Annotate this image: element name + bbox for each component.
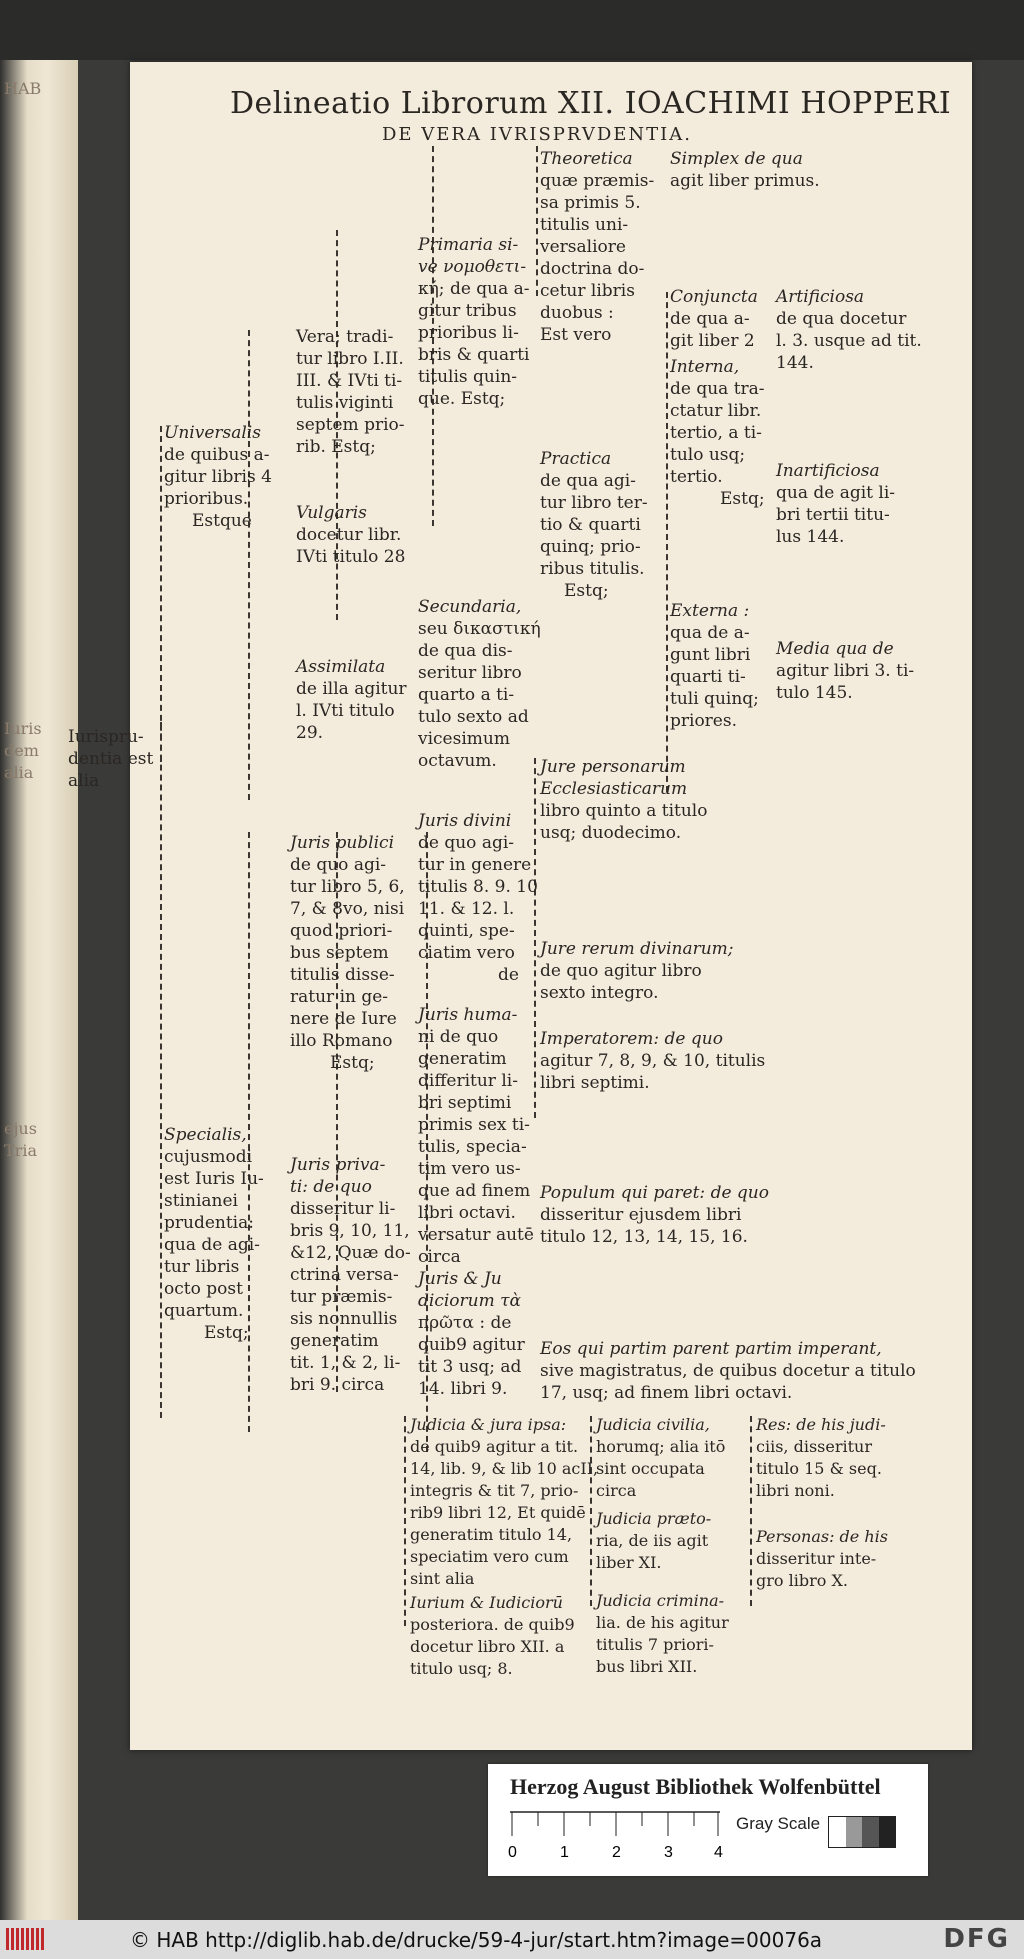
media-line: tulo 145. xyxy=(776,683,853,703)
theoretica-line: quæ præmis- xyxy=(540,171,655,191)
interna-line: de qua tra- xyxy=(670,379,765,399)
vera-line: tulis viginti xyxy=(296,393,394,413)
personas-term: Personas: de his xyxy=(756,1527,888,1546)
criminalia-line: titulis 7 priori- xyxy=(596,1635,714,1654)
vulgaris-line: IVti titulo 28 xyxy=(296,547,406,567)
specialis-line: tur libris xyxy=(164,1257,240,1277)
posteriora-term: Iurium & Iudiciorū xyxy=(410,1593,563,1612)
vera-line: tur libro I.II. xyxy=(296,349,404,369)
praetoria-term: Judicia præto- xyxy=(596,1509,712,1528)
node-populum xyxy=(540,1182,769,1248)
divini-line: de quo agi- xyxy=(418,833,515,853)
externa-term: Externa : xyxy=(670,601,750,621)
edge-text-1: Iuris xyxy=(4,719,42,738)
primaria-term: Primaria si- xyxy=(418,235,519,255)
judicia-jura-term: Judicia & jura ipsa: xyxy=(410,1415,567,1434)
page-subtitle: DE VERA IVRISPRVDENTIA. xyxy=(382,124,692,145)
privati-line: generatim xyxy=(290,1331,379,1351)
node-externa xyxy=(670,600,759,732)
humani-line: bri septimi xyxy=(418,1093,512,1113)
divini-line: ciatim vero xyxy=(418,943,515,963)
divini-line: quinti, spe- xyxy=(418,921,515,941)
secundaria-line: seritur libro xyxy=(418,663,522,683)
vera-line: Vera; tradi- xyxy=(296,327,394,347)
externa-line: priores. xyxy=(670,711,737,731)
divini-line: titulis 8. 9. 10 xyxy=(418,877,538,897)
externa-line: gunt libri xyxy=(670,645,751,665)
humani-line: generatim xyxy=(418,1049,507,1069)
secundaria-line: octavum. xyxy=(418,751,497,771)
secundaria-term: Secundaria, xyxy=(418,597,522,617)
primaria-line: bris & quarti xyxy=(418,345,530,365)
node-root xyxy=(68,726,153,792)
practica-line: quinq; prio- xyxy=(540,537,641,557)
assimilata-line: l. IVti titulo xyxy=(296,701,395,721)
judiciorum-line: diciorum τὰ xyxy=(418,1291,521,1311)
interna-term: Interna, xyxy=(670,357,740,377)
primaria-line: ve νομοθετι- xyxy=(418,257,527,277)
publici-term: Juris publici xyxy=(290,833,395,853)
humani-line: ni de quo xyxy=(418,1027,499,1047)
primaria-line: titulis quin- xyxy=(418,367,518,387)
privati-line: bri 9. circa xyxy=(290,1375,385,1395)
practica-line: ribus titulis. xyxy=(540,559,645,579)
top-dark-border xyxy=(0,0,1024,60)
personas-line: disseritur inte- xyxy=(756,1549,877,1568)
interna-line: ctatur libr. xyxy=(670,401,762,421)
posteriora-line: docetur libro XII. a xyxy=(410,1637,565,1656)
vera-line: rib. Estq; xyxy=(296,437,376,457)
theoretica-line: duobus : xyxy=(540,303,614,323)
conjuncta-line: de qua a- xyxy=(670,309,750,329)
primaria-line: κή; de qua a- xyxy=(418,279,530,299)
populum-line: titulo 12, 13, 14, 15, 16. xyxy=(540,1227,748,1247)
specialis-line: quartum. xyxy=(164,1301,244,1321)
specialis-line: stinianei xyxy=(164,1191,238,1211)
specialis-term: Specialis, xyxy=(164,1125,247,1145)
assimilata-term: Assimilata xyxy=(296,657,386,677)
humani-term: Juris huma- xyxy=(418,1005,518,1025)
theoretica-term: Theoretica xyxy=(540,149,633,169)
jure-rerum-term: Jure rerum divinarum; xyxy=(540,939,734,959)
node-personas xyxy=(756,1526,888,1592)
node-vulgaris xyxy=(296,502,405,568)
judicia-jura-line: de quib9 agitur a tit. xyxy=(410,1437,579,1456)
secundaria-line: vicesimum xyxy=(418,729,510,749)
publici-line: tur libro 5, 6, xyxy=(290,877,405,897)
practica-line: tur libro ter- xyxy=(540,493,648,513)
root-line: Iurispru- xyxy=(68,727,144,747)
node-universalis xyxy=(164,422,272,532)
humani-line: que ad finem xyxy=(418,1181,531,1201)
node-juris-privati xyxy=(290,1154,411,1396)
judiciorum-line: tit 3 usq; ad xyxy=(418,1357,522,1377)
node-media xyxy=(776,638,914,704)
eos-line: 17, usq; ad finem libri octavi. xyxy=(540,1383,793,1403)
hab-logo-icon xyxy=(6,1928,46,1950)
theoretica-line: doctrina do- xyxy=(540,259,645,279)
artificiosa-line: de qua docetur xyxy=(776,309,907,329)
specialis-line: cujusmodi xyxy=(164,1147,253,1167)
practica-line: Estq; xyxy=(564,581,609,601)
root-line: dentia est xyxy=(68,749,154,769)
divini-term: Juris divini xyxy=(418,811,512,831)
conjuncta-term: Conjuncta xyxy=(670,287,758,307)
privati-term: Juris priva- xyxy=(290,1155,386,1175)
divini-line: 11. & 12. l. xyxy=(418,899,515,919)
theoretica-line: Est vero xyxy=(540,325,612,345)
universalis-line: prioribus. xyxy=(164,489,249,509)
privati-line: ti: de quo xyxy=(290,1177,372,1197)
practica-line: tio & quarti xyxy=(540,515,641,535)
eos-term: Eos qui partim parent partim imperant, xyxy=(540,1339,882,1359)
interna-line: tulo usq; xyxy=(670,445,746,465)
publici-line: 7, & 8vo, nisi xyxy=(290,899,405,919)
privati-line: disseritur li- xyxy=(290,1199,396,1219)
specialis-line: Estq; xyxy=(204,1323,249,1343)
adjacent-page-edge xyxy=(0,60,78,1920)
edge-text-2: dem xyxy=(4,741,39,760)
judiciorum-term: Juris & Ju xyxy=(418,1269,502,1289)
vera-line: III. & IVti ti- xyxy=(296,371,403,391)
node-simplex xyxy=(670,148,820,192)
bracket-theoretica xyxy=(536,146,538,296)
publici-line: quod priori- xyxy=(290,921,393,941)
jure-rerum-line: sexto integro. xyxy=(540,983,659,1003)
primaria-line: que. Estq; xyxy=(418,389,506,409)
privati-line: bris 9, 10, 11, xyxy=(290,1221,410,1241)
dfg-logo: DFG xyxy=(943,1924,1010,1954)
gray-scale-label: Gray Scale xyxy=(736,1814,821,1833)
node-specialis xyxy=(164,1124,264,1344)
posteriora-line: posteriora. de quib9 xyxy=(410,1615,575,1634)
externa-line: quarti ti- xyxy=(670,667,746,687)
ruler-tick-4: 4 xyxy=(714,1844,723,1861)
simplex-term: Simplex de qua xyxy=(670,149,803,169)
res-line: ciis, disseritur xyxy=(756,1437,872,1456)
inartificiosa-line: qua de agit li- xyxy=(776,483,896,503)
privati-line: &12, Quæ do- xyxy=(290,1243,411,1263)
civilia-line: circa xyxy=(596,1481,637,1500)
jure-pers-line: usq; duodecimo. xyxy=(540,823,682,843)
node-jure-rerum xyxy=(540,938,734,1004)
imperatorem-term: Imperatorem: de quo xyxy=(540,1029,723,1049)
artificiosa-line: l. 3. usque ad tit. xyxy=(776,331,922,351)
specialis-line: qua de agi- xyxy=(164,1235,260,1255)
humani-line: primis sex ti- xyxy=(418,1115,530,1135)
civilia-line: sint occupata xyxy=(596,1459,705,1478)
ruler-tick-2: 2 xyxy=(612,1844,621,1861)
node-assimilata xyxy=(296,656,407,744)
divini-line: de xyxy=(498,965,519,985)
judiciorum-line: quib9 agitur xyxy=(418,1335,525,1355)
node-secundaria xyxy=(418,596,541,772)
bracket-judicia xyxy=(404,1416,406,1626)
practica-line: de qua agi- xyxy=(540,471,636,491)
node-inartificiosa xyxy=(776,460,895,548)
universalis-line: gitur libris 4 xyxy=(164,467,272,487)
universalis-line: Estque xyxy=(192,511,252,531)
criminalia-line: lia. de his agitur xyxy=(596,1613,729,1632)
bracket-conjuncta xyxy=(666,292,668,792)
populum-term: Populum qui paret: de quo xyxy=(540,1183,769,1203)
privati-line: ctrina versa- xyxy=(290,1265,399,1285)
footer-bar xyxy=(0,1920,1024,1959)
jure-pers-term: Jure personarum xyxy=(540,757,686,777)
primaria-line: prioribus li- xyxy=(418,323,519,343)
inartificiosa-line: bri tertii titu- xyxy=(776,505,890,525)
inartificiosa-line: lus 144. xyxy=(776,527,845,547)
civilia-term: Judicia civilia, xyxy=(596,1415,710,1434)
primaria-line: gitur tribus xyxy=(418,301,517,321)
node-theoretica xyxy=(540,148,654,346)
imperatorem-line: libri septimi. xyxy=(540,1073,650,1093)
interna-line: tertio, a ti- xyxy=(670,423,762,443)
edge-text-4: ejus xyxy=(4,1119,37,1138)
library-label xyxy=(488,1764,928,1876)
theoretica-line: versaliore xyxy=(540,237,626,257)
node-juris-humani xyxy=(418,1004,534,1268)
footer-url[interactable]: © HAB http://diglib.hab.de/drucke/59-4-jur/start.htm?image=00076a xyxy=(130,1928,823,1952)
judicia-jura-line: integris & tit 7, prio- xyxy=(410,1481,579,1500)
posteriora-line: titulo usq; 8. xyxy=(410,1659,513,1678)
secundaria-line: de qua dis- xyxy=(418,641,513,661)
secundaria-line: quarto a ti- xyxy=(418,685,515,705)
node-juris-judiciorum xyxy=(418,1268,525,1400)
edge-text-5: Tria xyxy=(4,1141,37,1160)
bracket-res xyxy=(750,1416,752,1606)
civilia-line: horumq; alia itō xyxy=(596,1437,726,1456)
node-artificiosa xyxy=(776,286,922,374)
secundaria-line: tulo sexto ad xyxy=(418,707,529,727)
bracket-main xyxy=(160,426,162,1418)
artificiosa-term: Artificiosa xyxy=(776,287,865,307)
artificiosa-line: 144. xyxy=(776,353,814,373)
page-title: Delineatio Librorum XII. IOACHIMI HOPPERI xyxy=(230,86,952,121)
privati-line: sis nonnullis xyxy=(290,1309,398,1329)
judicia-jura-line: rib9 libri 12, Et quidē xyxy=(410,1503,586,1522)
practica-term: Practica xyxy=(540,449,612,469)
jure-pers-line: libro quinto a titulo xyxy=(540,801,708,821)
bracket-universalis xyxy=(248,330,250,800)
specialis-line: prudentia: xyxy=(164,1213,254,1233)
judicia-jura-line: 14, lib. 9, & lib 10 acII, xyxy=(410,1459,599,1478)
specialis-line: est Iuris Iu- xyxy=(164,1169,264,1189)
specialis-line: octo post xyxy=(164,1279,243,1299)
criminalia-term: Judicia crimina- xyxy=(596,1591,725,1610)
theoretica-line: titulis uni- xyxy=(540,215,629,235)
node-primaria xyxy=(418,234,530,410)
criminalia-line: bus libri XII. xyxy=(596,1657,698,1676)
node-vera xyxy=(296,326,405,458)
node-imperatorem xyxy=(540,1028,765,1094)
ruler-tick-3: 3 xyxy=(664,1844,673,1861)
praetoria-line: liber XI. xyxy=(596,1553,662,1572)
node-eos xyxy=(540,1338,916,1404)
populum-line: disseritur ejusdem libri xyxy=(540,1205,742,1225)
vulgaris-line: docetur libr. xyxy=(296,525,402,545)
media-term: Media qua de xyxy=(776,639,894,659)
humani-line: versatur autē xyxy=(418,1225,534,1245)
node-juris-divini xyxy=(418,810,538,986)
privati-line: tur præmis- xyxy=(290,1287,393,1307)
personas-line: gro libro X. xyxy=(756,1571,848,1590)
jure-rerum-line: de quo agitur libro xyxy=(540,961,702,981)
gray-scale-swatch xyxy=(828,1816,896,1848)
node-juris-publici xyxy=(290,832,405,1074)
ruler-tick-0: 0 xyxy=(508,1844,517,1861)
privati-line: tit. 1, & 2, li- xyxy=(290,1353,401,1373)
judiciorum-line: πρῶτα : de xyxy=(418,1313,512,1333)
universalis-line: de quibus a- xyxy=(164,445,270,465)
publici-line: ratur in ge- xyxy=(290,987,389,1007)
node-posteriora xyxy=(410,1592,575,1680)
node-civilia xyxy=(596,1414,725,1502)
node-res xyxy=(756,1414,886,1502)
simplex-line: agit liber primus. xyxy=(670,171,820,191)
interna-line: tertio. xyxy=(670,467,723,487)
node-conjuncta xyxy=(670,286,758,352)
node-jure-personarum xyxy=(540,756,707,844)
judicia-jura-line: speciatim vero cum xyxy=(410,1547,569,1566)
judicia-jura-line: sint alia xyxy=(410,1569,475,1588)
edge-text-3: alia xyxy=(4,763,34,782)
inartificiosa-term: Inartificiosa xyxy=(776,461,880,481)
jure-pers-line: Ecclesiasticarum xyxy=(540,779,688,799)
publici-line: bus septem xyxy=(290,943,389,963)
media-line: agitur libri 3. ti- xyxy=(776,661,915,681)
root-line: alia xyxy=(68,771,100,791)
assimilata-line: de illa agitur xyxy=(296,679,407,699)
res-line: titulo 15 & seq. xyxy=(756,1459,882,1478)
ruler-tick-1: 1 xyxy=(560,1844,569,1861)
humani-line: circa xyxy=(418,1247,461,1267)
humani-line: differitur li- xyxy=(418,1071,518,1091)
node-criminalia xyxy=(596,1590,729,1678)
node-interna xyxy=(670,356,765,510)
assimilata-line: 29. xyxy=(296,723,324,743)
edge-text-top: HAB xyxy=(4,79,42,98)
library-name: Herzog August Bibliothek Wolfenbüttel xyxy=(510,1774,881,1799)
externa-line: qua de a- xyxy=(670,623,750,643)
interna-line: Estq; xyxy=(720,489,765,509)
scanned-page xyxy=(68,62,972,1750)
node-praetoria xyxy=(596,1508,711,1574)
theoretica-line: sa primis 5. xyxy=(540,193,641,213)
eos-line: sive magistratus, de quibus docetur a titulo xyxy=(540,1361,916,1381)
publici-line: de quo agi- xyxy=(290,855,387,875)
res-line: libri noni. xyxy=(756,1481,835,1500)
publici-line: illo Romano xyxy=(290,1031,393,1051)
theoretica-line: cetur libris xyxy=(540,281,635,301)
publici-line: nere de Iure xyxy=(290,1009,397,1029)
imperatorem-line: agitur 7, 8, 9, & 10, titulis xyxy=(540,1051,766,1071)
divini-line: tur in genere xyxy=(418,855,532,875)
node-judicia-jura xyxy=(410,1414,598,1590)
humani-line: tim vero us- xyxy=(418,1159,521,1179)
vulgaris-term: Vulgaris xyxy=(296,503,367,523)
judicia-jura-line: generatim titulo 14, xyxy=(410,1525,573,1544)
praetoria-line: ria, de iis agit xyxy=(596,1531,709,1550)
humani-line: libri octavi. xyxy=(418,1203,516,1223)
publici-line: Estq; xyxy=(330,1053,375,1073)
publici-line: titulis disse- xyxy=(290,965,395,985)
judiciorum-line: 14. libri 9. xyxy=(418,1379,508,1399)
node-practica xyxy=(540,448,648,602)
vera-line: septem prio- xyxy=(296,415,405,435)
humani-line: tulis, specia- xyxy=(418,1137,527,1157)
secundaria-line: seu δικαστική xyxy=(418,619,541,639)
conjuncta-line: git liber 2 xyxy=(670,331,755,351)
externa-line: tuli quinq; xyxy=(670,689,759,709)
universalis-term: Universalis xyxy=(164,423,261,443)
res-term: Res: de his judi- xyxy=(756,1415,886,1434)
